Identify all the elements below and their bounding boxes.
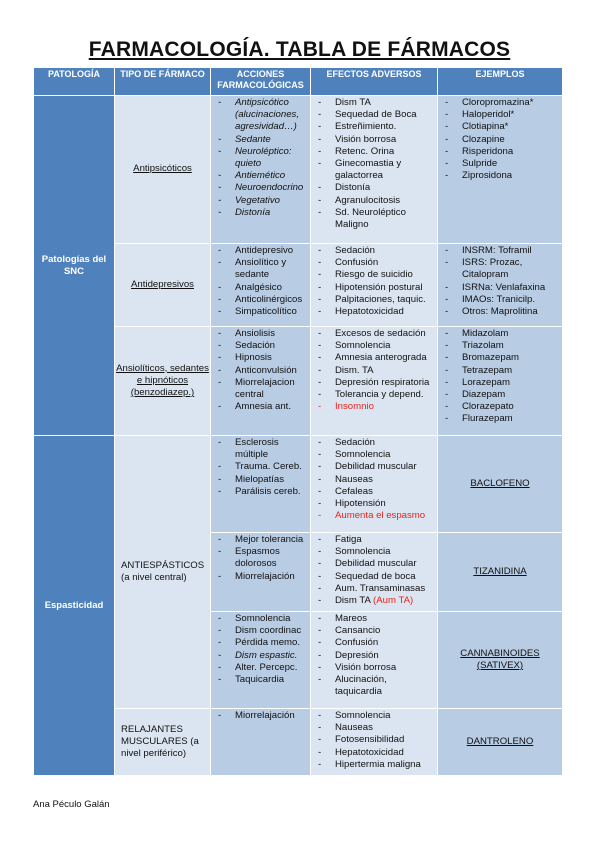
list-item: - Hipotensión postural (311, 282, 435, 294)
list-item: - Hipnosis (211, 352, 308, 364)
actions-cell (211, 96, 311, 244)
list-item: - Clotiapina* (438, 121, 560, 133)
list-item: - Aum. Transaminasas (311, 583, 435, 595)
adverse-cell (311, 612, 438, 709)
list-item: - Hepatotoxicidad (311, 747, 435, 759)
drug-type-cell (115, 244, 211, 327)
list-item: - Anticonvulsión (211, 365, 308, 377)
list-item: - Visión borrosa (311, 662, 435, 674)
list-item: - Simpaticolítico (211, 306, 308, 318)
list-item: - Hepatotoxicidad (311, 306, 435, 318)
list-item: - Visión borrosa (311, 134, 435, 146)
pathology-snc: Patologías del SNC (34, 96, 115, 436)
list-item: - Midazolam (438, 328, 560, 340)
drug-type-cell (115, 327, 211, 436)
list-item: - Somnolencia (311, 340, 435, 352)
list-item: - Somnolencia (211, 613, 308, 625)
drug-table (33, 67, 563, 776)
list-item-warning: - Aumenta el espasmo (311, 510, 435, 522)
adverse-cell (311, 244, 438, 327)
list-item: - Tetrazepam (438, 365, 560, 377)
actions-cell (211, 436, 311, 533)
list-item: - Amnesia anterograda (311, 352, 435, 364)
examples-cell (438, 96, 563, 244)
list-item: - Estreñimiento. (311, 121, 435, 133)
list-item: - Miorrelajacion central (211, 377, 308, 401)
list-item: - Lorazepam (438, 377, 560, 389)
adverse-cell (311, 709, 438, 776)
list-item: - Amnesia ant. (211, 401, 308, 413)
list-item: - Excesos de sedación (311, 328, 435, 340)
list-item: - Anticolinérgicos (211, 294, 308, 306)
list-item: - Mielopatías (211, 474, 308, 486)
list-item: - Sd. Neuroléptico Maligno (311, 207, 435, 231)
list-item: - ISRS: Prozac, Citalopram (438, 257, 560, 281)
list-item: - Parálisis cereb. (211, 486, 308, 498)
list-item: - IMAOs: Tranicilp. (438, 294, 560, 306)
header-efectos: EFECTOS ADVERSOS (311, 68, 438, 96)
list-item: - Antidepresivo (211, 245, 308, 257)
list-item: - Otros: Maprolitina (438, 306, 560, 318)
list-item: - Ginecomastia y galactorrea (311, 158, 435, 182)
header-ejemplos: EJEMPLOS (438, 68, 563, 96)
header-tipo: TIPO DE FÁRMACO (115, 68, 211, 96)
list-item: - Fatiga (311, 534, 435, 546)
list-item: - Haloperidol* (438, 109, 560, 121)
list-item: - Somnolencia (311, 449, 435, 461)
list-item: - Cefaleas (311, 486, 435, 498)
list-item: - Cansancio (311, 625, 435, 637)
list-item: - Ziprosidona (438, 170, 560, 182)
drug-type-antipsicoticos: Antipsicóticos (133, 163, 192, 175)
drug-type-antidepresivos: Antidepresivos (131, 278, 194, 290)
list-item: - Diazepam (438, 389, 560, 401)
list-item: - Sulpride (438, 158, 560, 170)
actions-cell (211, 244, 311, 327)
list-item: - Triazolam (438, 340, 560, 352)
example-sativex: (SATIVEX) (476, 660, 524, 671)
table-row (34, 436, 563, 533)
list-item: - Bromazepam (438, 352, 560, 364)
list-item: - Miorrelajación (211, 571, 308, 583)
list-item: - Nauseas (311, 474, 435, 486)
list-item: - Sedación (311, 245, 435, 257)
list-item: - Debilidad muscular (311, 461, 435, 473)
example-tizanidina: TIZANIDINA (473, 565, 527, 577)
list-item: - Depresión respiratoria (311, 377, 435, 389)
drug-type-ansioliticos: Ansiolíticos, sedantes e hipnóticos (benzodiazep.) (116, 362, 209, 399)
list-item: - Risperidona (438, 146, 560, 158)
list-item: - Flurazepam (438, 413, 560, 425)
list-item: - Pérdida memo. (211, 637, 308, 649)
list-item: - ISRNa: Venlafaxina (438, 282, 560, 294)
drug-type-cell (115, 96, 211, 244)
header-row (34, 68, 563, 96)
list-item: - Retenc. Orina (311, 146, 435, 158)
header-acciones: ACCIONES FARMACOLÓGICAS (211, 68, 311, 96)
example-cell (438, 533, 563, 612)
list-item: - Palpitaciones, taquic. (311, 294, 435, 306)
adverse-cell (311, 436, 438, 533)
list-item: - Dism coordinac (211, 625, 308, 637)
example-cell (438, 709, 563, 776)
list-item: - Espasmos dolorosos (211, 546, 308, 570)
adverse-cell (311, 96, 438, 244)
list-item: - Analgésico (211, 282, 308, 294)
list-item: - Vegetativo (211, 195, 308, 207)
list-item: - Mejor tolerancia (211, 534, 308, 546)
list-item-warning: (Aum TA) (373, 595, 414, 607)
adverse-cell (311, 327, 438, 436)
page-title: FARMACOLOGÍA. TABLA DE FÁRMACOS (88, 38, 511, 61)
list-item: - Mareos (311, 613, 435, 625)
example-baclofeno: BACLOFENO (470, 477, 530, 489)
list-item: - Ansiolisis (211, 328, 308, 340)
list-item: - Sedante (211, 134, 308, 146)
list-item: - Tolerancia y depend. (311, 389, 435, 401)
example-cell (438, 612, 563, 709)
list-item: - Miorrelajación (211, 710, 308, 722)
list-item: - Alter. Percepc. (211, 662, 308, 674)
examples-cell (438, 327, 563, 436)
table-row (34, 96, 563, 244)
example-cannabinoides: CANNABINOIDES (460, 647, 540, 659)
list-item: - INSRM: Toframil (438, 245, 560, 257)
drug-type-relajantes: RELAJANTES MUSCULARES (a nivel periférico) (115, 709, 211, 776)
list-item: - Neuroléptico: quieto (211, 146, 308, 170)
list-item: - Depresión (311, 650, 435, 662)
list-item: - Dism. TA (311, 365, 435, 377)
list-item: - Debilidad muscular (311, 558, 435, 570)
list-item: - Hipertermia maligna (311, 759, 435, 771)
list-item (311, 595, 435, 607)
list-item: - Distonía (311, 182, 435, 194)
pathology-espasticidad: Espasticidad (34, 436, 115, 776)
author-footer: Ana Péculo Galán (33, 799, 110, 810)
list-item: - Dism espastic. (211, 650, 308, 662)
header-patologia: PATOLOGÍA (34, 68, 115, 96)
list-item: - Fotosensibilidad (311, 734, 435, 746)
list-item: - Sedación (311, 437, 435, 449)
actions-cell (211, 612, 311, 709)
list-item: - Trauma. Cereb. (211, 461, 308, 473)
list-item: - Somnolencia (311, 710, 435, 722)
list-item: - Sequedad de boca (311, 571, 435, 583)
drug-type-antiespasticos: ANTIESPÁSTICOS (a nivel central) (115, 436, 211, 709)
actions-cell (211, 327, 311, 436)
list-item: - Antipsicótico (alucinaciones, agresividad…) (211, 97, 308, 134)
list-item: - Hipotensión (311, 498, 435, 510)
list-item: - Clorazepato (438, 401, 560, 413)
list-item: - Taquicardia (211, 674, 308, 686)
list-item: - Antiemético (211, 170, 308, 182)
example-cell (438, 436, 563, 533)
list-item: - Cloropromazina* (438, 97, 560, 109)
actions-cell (211, 709, 311, 776)
adverse-cell (311, 533, 438, 612)
list-item: - Alucinación, taquicardia (311, 674, 435, 698)
list-item: - Confusión (311, 257, 435, 269)
list-item: - Agranulocitosis (311, 195, 435, 207)
list-item-text: Dism TA (335, 595, 374, 607)
list-item: - Dism TA (311, 97, 435, 109)
list-item-warning: - Insomnio (311, 401, 435, 413)
list-item: - Clozapine (438, 134, 560, 146)
example-dantroleno: DANTROLENO (466, 735, 534, 747)
list-item: - Riesgo de suicidio (311, 269, 435, 281)
list-item: - Esclerosis múltiple (211, 437, 308, 461)
list-item: - Neuroendocrino (211, 182, 308, 194)
list-item: - Nauseas (311, 722, 435, 734)
list-item: - Somnolencia (311, 546, 435, 558)
list-item: - Ansiolítico y sedante (211, 257, 308, 281)
list-item: - Sequedad de Boca (311, 109, 435, 121)
list-item: - Distonía (211, 207, 308, 219)
list-item: - Confusión (311, 637, 435, 649)
actions-cell (211, 533, 311, 612)
list-item: - Sedación (211, 340, 308, 352)
examples-cell (438, 244, 563, 327)
